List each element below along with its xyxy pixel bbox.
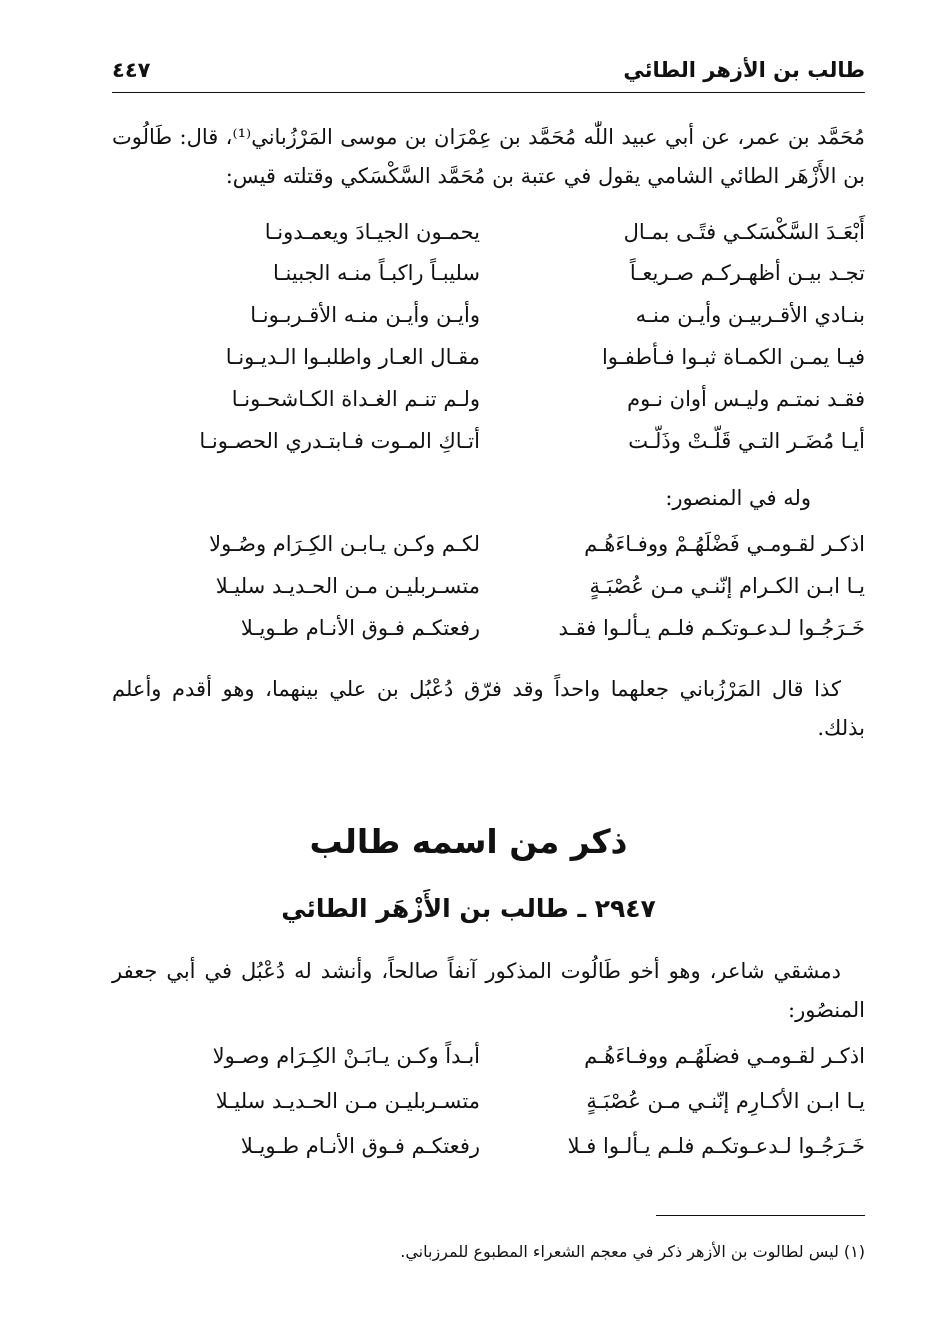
verse-line	[112, 303, 865, 343]
verse-second-hemistich: رفعتكـم فـوق الأنـام طـويـلا	[240, 1134, 480, 1158]
verse-second-hemistich: رفعتكـم فـوق الأنـام طـويـلا	[240, 616, 480, 640]
entry-title: ٢٩٤٧ ـ طالب بن الأَزْهَر الطائي	[281, 894, 656, 923]
footnote-divider	[656, 1215, 865, 1216]
verse-second-hemistich: أتـاكِ المـوت فـابتـدري الحصـونـا	[199, 429, 480, 453]
footnote: (١) ليس لطالوت بن الأزهر ذكر في معجم الشعراء المطبوع للمرزباني.	[400, 1242, 865, 1261]
verse-second-hemistich: لكـم وكـن يـابـن الكِـرَام وصُـولا	[209, 532, 480, 556]
verse-line	[112, 261, 865, 301]
verse-line	[112, 574, 865, 614]
verse-line	[112, 1089, 865, 1129]
section-title: ذكر من اسمه طالب	[309, 822, 628, 861]
verse-first-hemistich: خَـرَجُـوا لـدعـوتكـم فلـم يـألـوا فـلا	[567, 1134, 865, 1158]
verse-second-hemistich: يحمـون الجيـادَ ويعمـدونـا	[264, 220, 480, 244]
verse-first-hemistich: بنـادي الأقـربيـن وأيـن منـه	[635, 303, 865, 327]
verse-line	[112, 345, 865, 385]
verse-second-hemistich: متسـربليـن مـن الحـديـد سليـلا	[215, 574, 480, 598]
intro-paragraph: مُحَمَّد بن عمر، عن أبي عبيد اللّٰه مُحَمَّد بن عِمْرَان بن موسى المَرْزُباني⁽¹⁾، قال: طَالُوت بن الأَزْهَر الطائي الشامي يقول في عتبة بن مُحَمَّد السَّكْسَكي وقتلته قيس:	[112, 125, 866, 188]
verse-line	[112, 1044, 865, 1084]
verse-second-hemistich: متسـربليـن مـن الحـديـد سليـلا	[215, 1089, 480, 1113]
verse-first-hemistich: اذكـر لقـومـي فَضْلَهُـمْ ووفـاءَهُـم	[584, 532, 865, 556]
verse-first-hemistich: أَبْعَـدَ السَّكْسَكـي فتًـى بمـال	[623, 220, 865, 244]
verse-line	[112, 387, 865, 427]
verse-first-hemistich: فيـا يمـن الكمـاة ثبـوا فـأطفـوا	[601, 345, 865, 369]
verse-second-hemistich: أبـداً وكـن يـابَـنْ الكِـرَام وصـولا	[212, 1044, 480, 1068]
verse-second-hemistich: وأيـن وأيـن منـه الأقـربـونـا	[250, 303, 480, 327]
verse-first-hemistich: تجـد بيـن أظهـركـم صـريعـاً	[629, 261, 865, 285]
verse-first-hemistich: يـا ابـن الكـرام إنّنـي مـن عُصْبَـةٍ	[589, 574, 865, 598]
page-header	[112, 56, 865, 93]
mansur-intro: وله في المنصور:	[665, 486, 811, 510]
verse-first-hemistich: اذكـر لقـومـي فضلَهُـم ووفـاءَهُـم	[584, 1044, 865, 1068]
verse-line	[112, 1134, 865, 1174]
verse-first-hemistich: فقـد نمتـم وليـس أوان نـوم	[627, 387, 865, 411]
entry-bio: دمشقي شاعر، وهو أخو طَالُوت المذكور آنفاً صالحاً، وأنشد له دُعْبُل في أبي جعفر المنصُور:	[112, 959, 865, 1022]
running-title: طالب بن الأزهر الطائي	[623, 58, 865, 82]
page-number: ٤٤٧	[112, 58, 151, 82]
verse-line	[112, 429, 865, 469]
verse-first-hemistich: خَـرَجُـوا لـدعـوتكـم فلـم يـألـوا فقـد	[558, 616, 865, 640]
verse-line	[112, 220, 865, 260]
verse-second-hemistich: سليبـاً راكبـاً منـه الجبينـا	[272, 261, 480, 285]
marzubani-note: كذا قال المَرْزُباني جعلهما واحداً وقد فرّق دُعْبُل بن علي بينهما، وهو أقدم وأعلم بذلك.	[112, 677, 865, 740]
verse-first-hemistich: يـا ابـن الأكـارِم إنّنـي مـن عُصْبَـةٍ	[586, 1089, 865, 1113]
verse-line	[112, 532, 865, 572]
verse-second-hemistich: ولـم تنـم الغـداة الكـاشحـونـا	[231, 387, 480, 411]
verse-line	[112, 616, 865, 656]
verse-first-hemistich: أيـا مُضَـر التـي قَلّـتْ وذَلّـت	[628, 429, 865, 453]
verse-second-hemistich: مقـال العـار واطلبـوا الـديـونـا	[225, 345, 480, 369]
